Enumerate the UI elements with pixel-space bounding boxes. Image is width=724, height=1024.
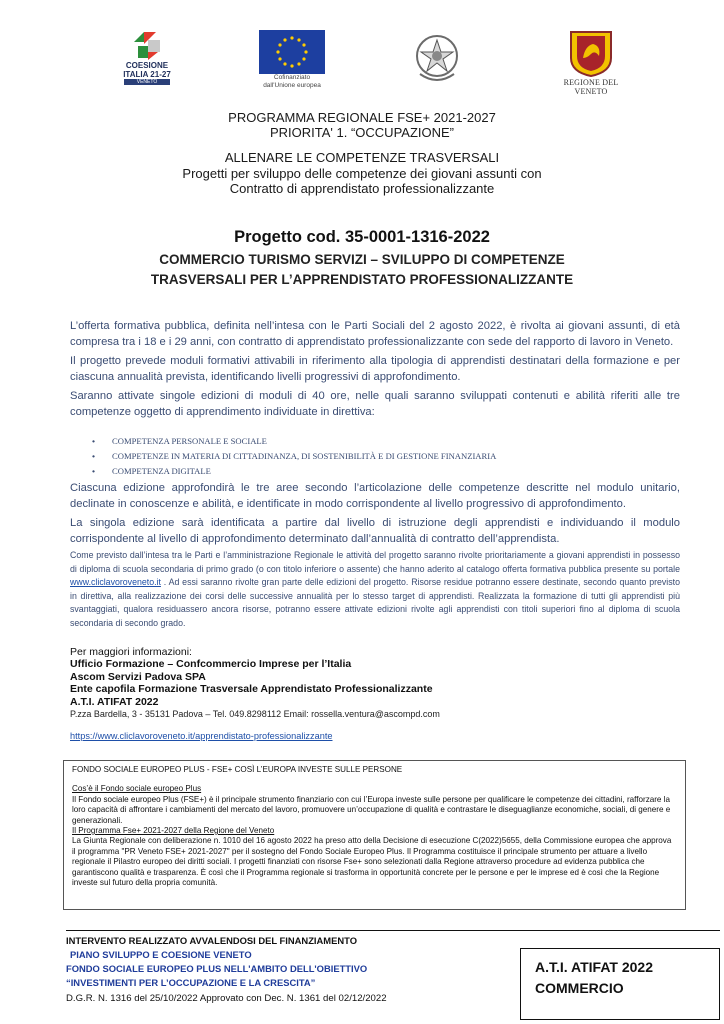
eu-logo	[256, 30, 328, 90]
subheader-line-2: Progetti per sviluppo delle competenze dei giovani assunti con	[182, 165, 542, 181]
project-code: Progetto cod. 35-0001-1316-2022	[234, 228, 490, 246]
ati-box-line-1: A.T.I. ATIFAT 2022	[535, 959, 653, 975]
dgr-reference: D.G.R. N. 1316 del 25/10/2022 Approvato con Dec. N. 1361 del 02/12/2022	[66, 993, 387, 1004]
footer-line-4: “INVESTIMENTI PER L’OCCUPAZIONE E LA CRESCITA”	[66, 977, 316, 988]
competence-list	[92, 434, 652, 479]
contact-ati: A.T.I. ATIFAT 2022	[70, 695, 159, 708]
repubblica-logo	[410, 30, 464, 88]
fse-heading-2: Il Programma Fse+ 2021-2027 della Regione del Veneto	[72, 826, 275, 836]
priority-note-part-1: Come previsto dall’intesa tra le Parti e l’amministrazione Regionale le attività del progetto saranno rivolte prioritariamente a giovani apprendisti in possesso di diploma di scuola secondaria di primo grado (o con titolo inferiore o assente) che hanno aderito al catalogo offerta formativa pubblica presente su portale	[70, 550, 680, 574]
coesione-icon	[130, 28, 164, 62]
contact-block	[70, 646, 670, 720]
coesione-text: COESIONE	[125, 61, 169, 70]
project-title-line-2: TRASVERSALI PER L’APPRENDISTATO PROFESSIONALIZZANTE	[150, 272, 574, 287]
coesione-italia-logo	[112, 28, 182, 85]
coesione-text-2: ITALIA 21-27	[123, 70, 171, 79]
veneto-caption: REGIONE DEL VENETO	[563, 78, 619, 96]
veneto-lion-icon	[567, 28, 615, 78]
program-title: PROGRAMMA REGIONALE FSE+ 2021-2027	[228, 110, 496, 125]
priority-note-part-2: . Ad essi saranno rivolte gran parte delle edizioni del progetto. Risorse residue potranno essere destinate, secondo quanto previsto in direttiva, alla realizzazione dei corsi delle successive annualità per lo stesso target di apprendisti. Realizzata la formazione di tutti gli apprendisti più svantaggiati, qualora residuassero ancora risorse, potranno essere attivate edizioni rivolte agli apprendisti con titoli superiori fino al diploma di scuola secondaria di secondo grado.	[70, 577, 680, 628]
body-text-bottom	[70, 480, 680, 550]
list-item: • COMPETENZA DIGITALE	[92, 464, 652, 479]
italian-emblem-icon	[412, 30, 462, 88]
project-title	[0, 250, 724, 290]
list-item: • COMPETENZE IN MATERIA DI CITTADINANZA, DI SOSTENIBILITÀ E DI GESTIONE FINANZIARIA	[92, 449, 652, 464]
logo-row	[0, 28, 724, 98]
cliclavoro-link[interactable]: www.cliclavoroveneto.it	[70, 577, 161, 588]
eu-flag-icon	[259, 30, 325, 74]
body-paragraph-2: Il progetto prevede moduli formativi attivabili in riferimento alla tipologia di apprendisti destinatari della formazione e per ciascuna annualità prevista, identificando livelli progressivi di approfondimento.	[70, 355, 680, 383]
priority-line: PRIORITA' 1. “OCCUPAZIONE”	[269, 125, 454, 140]
ati-box	[520, 948, 720, 1020]
contact-office: Ufficio Formazione – Confcommercio Imprese per l’Italia	[70, 658, 352, 671]
footer-line-1: INTERVENTO REALIZZATO AVVALENDOSI DEL FINANZIAMENTO	[66, 935, 357, 946]
fse-text-1: Il Fondo sociale europeo Plus (FSE+) è il principale strumento finanziario con cui l’Europa investe sulle persone per qualificare le competenze dei cittadini, rafforzare la loro capacità di affrontare i cambiamenti del mercato del lavoro, promuovere un’occupazione di qualità e contrastare le diseguaglianze economiche, sociali, di genere e generazionali.	[72, 794, 671, 825]
footer-line-3: FONDO SOCIALE EUROPEO PLUS NELL'AMBITO DELL'OBIETTIVO	[66, 963, 368, 974]
body-paragraph-3: Saranno attivate singole edizioni di moduli di 40 ore, nelle quali saranno sviluppati contenuti e abilità riferiti alle tre competenze oggetto di apprendimento individuate in direttiva:	[70, 390, 680, 418]
footer-line-2: PIANO SVILUPPO E COESIONE VENETO	[70, 949, 252, 960]
eu-caption-1: Cofinanziato	[273, 74, 311, 81]
coesione-veneto-tag: VENETO	[124, 79, 170, 85]
footer-divider	[66, 930, 720, 931]
list-item: • COMPETENZA PERSONALE E SOCIALE	[92, 434, 652, 449]
contact-company: Ascom Servizi Padova SPA	[70, 670, 206, 683]
fse-info-box	[63, 760, 686, 910]
fse-box-title: FONDO SOCIALE EUROPEO PLUS - FSE+ COSÌ L’EUROPA INVESTE SULLE PERSONE	[72, 765, 403, 774]
fse-heading-1: Cos’è il Fondo sociale europeo Plus	[72, 784, 202, 794]
priority-note	[70, 549, 680, 631]
eu-caption-2: dall'Unione europea	[263, 82, 321, 89]
subheader	[0, 150, 724, 197]
program-header	[0, 110, 724, 140]
contact-address: P.zza Bardella, 3 - 35131 Padova – Tel. 049.8298112 Email: rossella.ventura@ascompd.com	[70, 709, 440, 720]
contact-intro: Per maggiori informazioni:	[70, 646, 192, 658]
fse-text-2: La Giunta Regionale con deliberazione n. 1010 del 16 agosto 2022 ha preso atto della Decisione di esecuzione C(2022)5655, della Commissione europea che approva il programma "PR Veneto FSE+ 2021-2027" per il sostegno del Fondo Sociale Europeo Plus. Il Programma costituisce il principale strumento per attuare a livello regionale il Pilastro europeo dei diritti sociali. I progetti finanziati con risorse Fse+ sono selezionati dalla Regione attraverso procedure ad evidenza pubblica che garantiscono qualità e trasparenza. È così che il Programma regionale si trasforma in opportunità concrete per le persone e per le imprese ed è così che la Regione investe sul futuro della propria comunità.	[72, 836, 672, 888]
body-paragraph-5: La singola edizione sarà identificata a partire dal livello di istruzione degli apprendisti e individuando il modulo corrispondente al livello di approfondimento determinato dall’annualità di contratto dell’apprendista.	[70, 517, 680, 545]
ati-box-line-2: COMMERCIO	[535, 980, 624, 996]
body-paragraph-4: Ciascuna edizione approfondirà le tre aree secondo l’articolazione delle competenze descritte nel modulo unitario, declinate in conoscenze e abilità, e identificate in modo corrispondente al livello progressivo di approfondimento.	[70, 482, 680, 510]
subheader-line-3: Contratto di apprendistato professionalizzante	[229, 181, 495, 196]
project-title-line-1: COMMERCIO TURISMO SERVIZI – SVILUPPO DI COMPETENZE	[159, 252, 565, 267]
contact-lead-entity: Ente capofila Formazione Trasversale Apprendistato Professionalizzante	[70, 683, 433, 696]
apprendistato-link[interactable]: https://www.cliclavoroveneto.it/apprendistato-professionalizzante	[70, 731, 333, 741]
regione-veneto-logo	[548, 28, 634, 96]
body-text-top	[70, 318, 680, 423]
body-paragraph-1: L’offerta formativa pubblica, definita nell’intesa con le Parti Sociali del 2 agosto 2022, è rivolta ai giovani assunti, di età compresa tra i 18 e i 29 anni, con contratto di apprendistato professionalizzante con sede del rapporto di lavoro in Veneto.	[70, 320, 680, 348]
subheader-line-1: ALLENARE LE COMPETENZE TRASVERSALI	[224, 150, 500, 165]
